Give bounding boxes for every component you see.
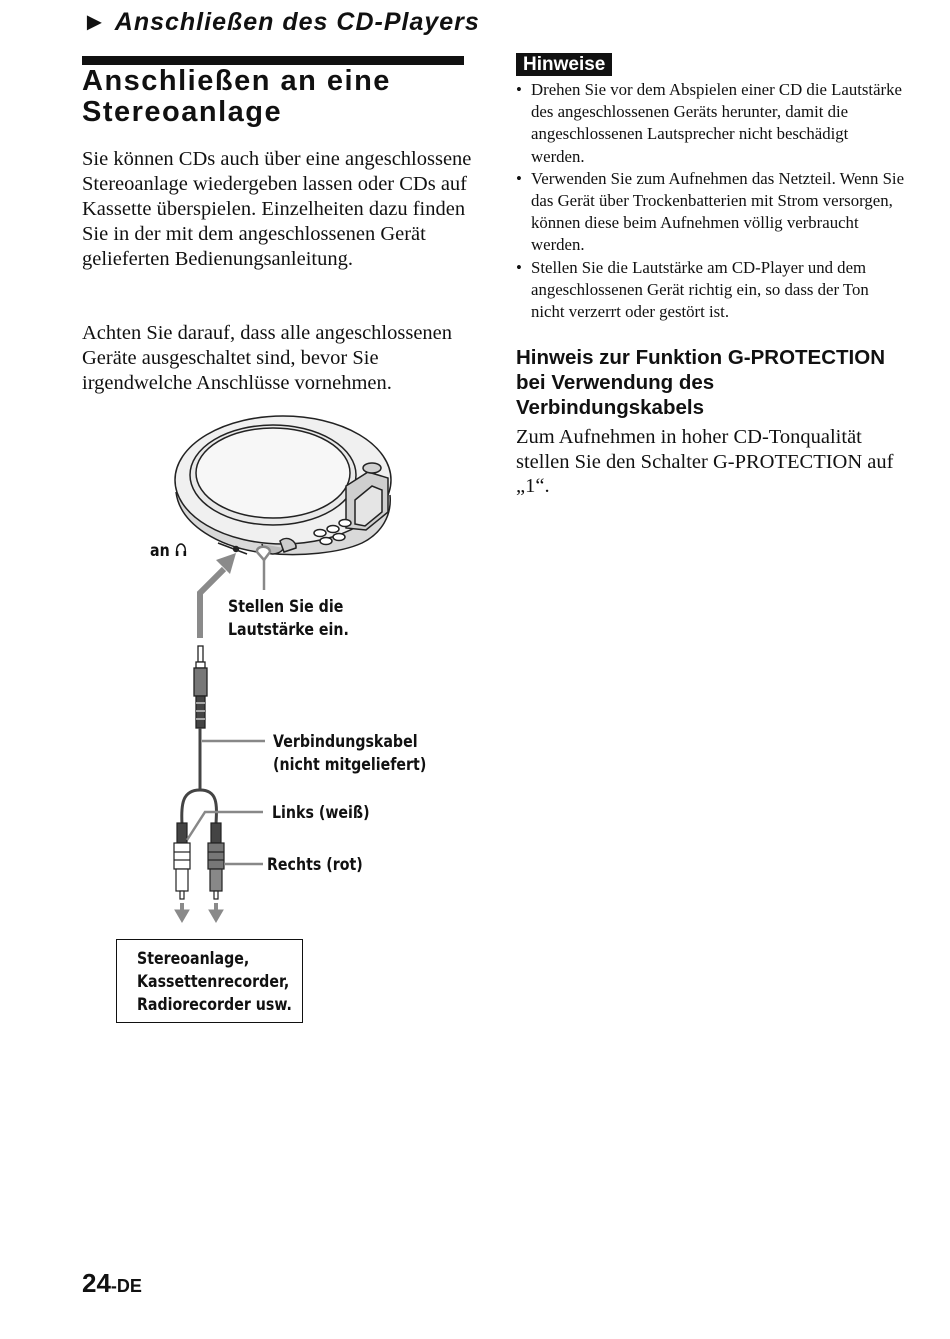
cable-label (273, 730, 426, 776)
volume-label-line-2: Lautstärke ein. (228, 620, 349, 639)
connecting-cable (182, 728, 217, 824)
g-protection-heading-line-3: Verbindungskabels (516, 396, 704, 419)
volume-instruction-label (228, 595, 349, 641)
rca-plug-left (174, 823, 190, 899)
destination-line-3: Radiorecorder usw. (137, 995, 292, 1014)
headphones-icon (175, 543, 187, 557)
page-title-line-2: Stereoanlage (82, 96, 283, 128)
g-protection-paragraph: Zum Aufnehmen in hoher CD-Tonqualität stellen Sie den Schalter G-PROTECTION auf „1“. (516, 426, 894, 497)
notes-badge: Hinweise (516, 53, 612, 76)
output-arrows (175, 903, 223, 922)
volume-label-line-1: Stellen Sie die (228, 597, 344, 616)
destination-line-2: Kassettenrecorder, (137, 972, 290, 991)
triangle-marker-icon: ► (82, 8, 108, 36)
g-protection-heading-line-2: bei Verwendung des (516, 371, 715, 394)
cd-player-illustration (175, 416, 391, 555)
note-item: • Verwenden Sie zum Aufnehmen das Netzteil. Wenn Sie das Gerät über Trockenbatterien mit Strom versorgen, können diese beim Aufnehmen völlig verbraucht werden. (516, 168, 906, 257)
mini-plug (194, 646, 207, 728)
page-number (82, 1268, 142, 1299)
left-channel-label: Links (weiß) (272, 803, 370, 822)
intro-paragraph: Sie können CDs auch über eine angeschlossene Stereoanlage wiedergeben lassen oder CDs auf Kassette überspielen. Einzelheiten dazu finden Sie in der mit dem angeschlossenen Gerät gelieferten Bedienungsanleitung. (82, 148, 472, 270)
destination-line-1: Stereoanlage, (137, 949, 250, 968)
page-number-value: 24 (82, 1268, 111, 1298)
right-channel-label: Rechts (rot) (267, 855, 363, 874)
caution-paragraph: Achten Sie darauf, dass alle angeschlossenen Geräte ausgeschaltet sind, bevor Sie irgendwelche Anschlüsse vornehmen. (82, 322, 453, 394)
destination-box (116, 939, 303, 1023)
section-title: Anschließen des CD-Players (114, 8, 480, 36)
note-item: • Stellen Sie die Lautstärke am CD-Player und dem angeschlossenen Gerät richtig ein, so dass der Ton nicht verzerrt oder gestört ist. (516, 257, 906, 324)
g-protection-heading (516, 345, 916, 420)
page-title-line-1: Anschließen an eine (82, 65, 391, 97)
cable-label-line-2: (nicht mitgeliefert) (273, 755, 427, 774)
rca-plug-right (208, 823, 224, 899)
notes-list (516, 79, 906, 323)
headphone-jack-label (150, 539, 187, 562)
note-item: • Drehen Sie vor dem Abspielen einer CD die Lautstärke des angeschlossenen Geräts herunter, damit die angeschlossenen Lautsprecher nicht beschädigt werden. (516, 79, 906, 168)
cable-label-line-1: Verbindungskabel (273, 732, 418, 751)
page-number-suffix: -DE (110, 1276, 142, 1296)
g-protection-heading-line-1: Hinweis zur Funktion G-PROTECTION (516, 346, 885, 369)
headphone-jack-label-text: an (150, 541, 170, 560)
volume-pointer (257, 547, 270, 590)
